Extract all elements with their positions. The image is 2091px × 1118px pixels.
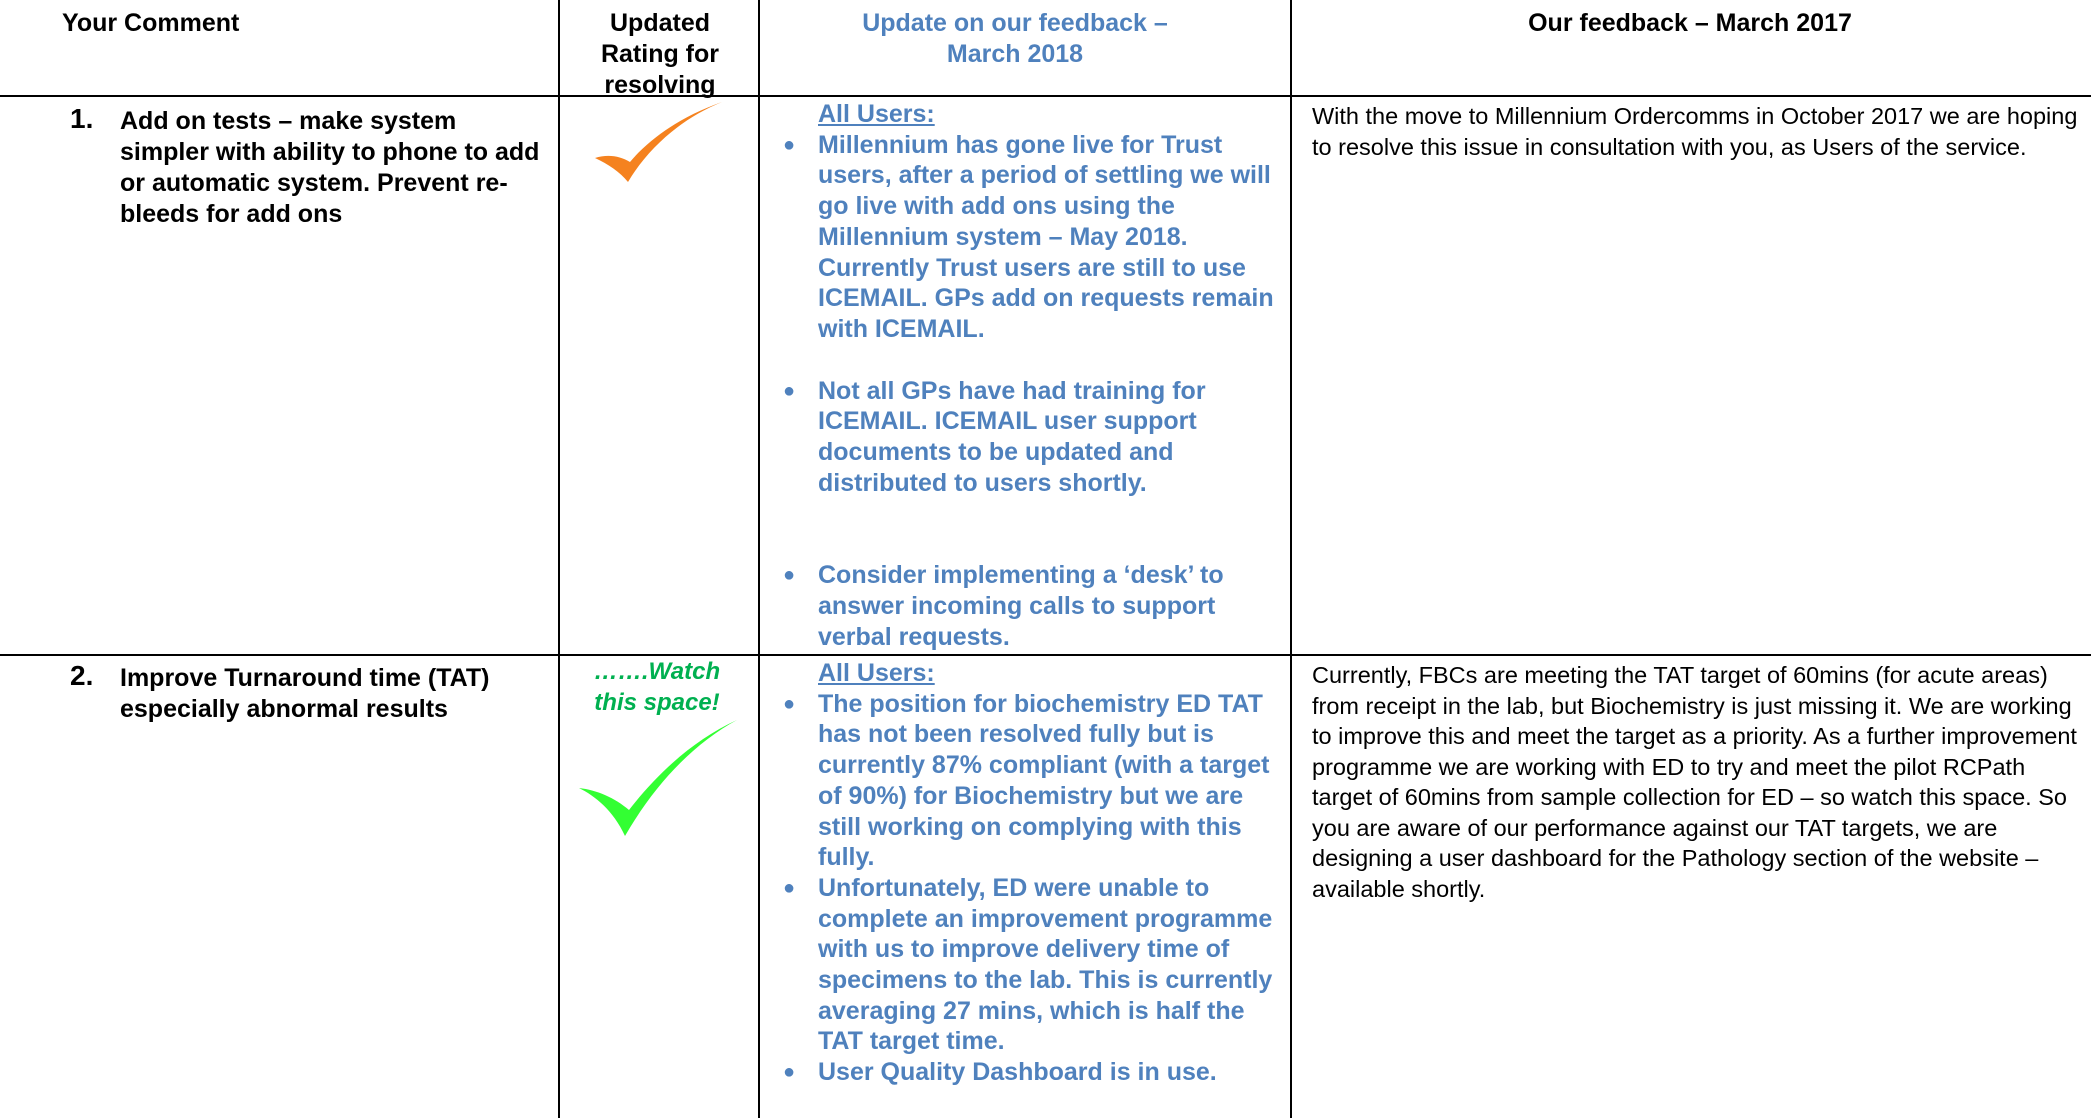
watch-this-space-label: …….Watch this space! (593, 658, 721, 716)
list-item: ● The position for biochemistry ED TAT has not been resolved fully but is currently 87% compliant (with a target of 90%) for Biochemistry but we are still working on complying with this fully. (783, 689, 1270, 872)
comment-text: Improve Turnaround time (TAT) especially abnormal results (120, 664, 490, 723)
bullet-icon: ● (783, 133, 796, 156)
update-row-1 (780, 99, 1280, 653)
comment-row-2 (70, 660, 540, 725)
list-item: ● Unfortunately, ED were unable to complete an improvement programme with us to improve delivery time of specimens to the lab. This is currently averaging 27 mins, which is half the TAT target time. (783, 873, 1273, 1056)
update-row-2 (780, 658, 1280, 1088)
bullet-icon: ● (783, 876, 796, 899)
row-number: 1. (70, 103, 94, 134)
bullet-icon: ● (783, 1061, 796, 1084)
row-number: 2. (70, 660, 94, 691)
header-update-feedback (780, 8, 1250, 70)
feedback-row-1: With the move to Millennium Ordercomms in October 2017 we are hoping to resolve this issue in consultation with you, as Users of the service. (1312, 103, 2078, 160)
header-updated-rating: Updated Rating for resolving (600, 9, 720, 99)
row-divider (0, 95, 2091, 97)
header-update-feedback-line2: March 2018 (946, 40, 1084, 68)
bullet-icon: ● (783, 564, 796, 587)
update-list (780, 130, 1280, 653)
bullet-icon: ● (783, 692, 796, 715)
update-heading: All Users: (818, 100, 935, 128)
orange-check-icon (590, 100, 725, 185)
comment-text: Add on tests – make system simpler with ability to phone to add or automatic system. Prevent re-bleeds for add ons (120, 107, 540, 228)
green-check-icon (575, 718, 740, 838)
feedback-row-2: Currently, FBCs are meeting the TAT target of 60mins (for acute areas) from receipt in the lab, but Biochemistry is just missing it. We are working to improve this and meet the target as a priority. As a further improvement programme we are working with ED to try and meet the pilot RCPath target of 60mins from sample collection for ED – so watch this space. So you are aware of our performance against our TAT targets, we are designing a user dashboard for the Pathology section of the website – available shortly. (1312, 662, 2077, 902)
bullet-icon: ● (783, 379, 796, 402)
row-divider (0, 654, 2091, 656)
column-divider (1290, 0, 1292, 1118)
list-item: ● Consider implementing a ‘desk’ to answer incoming calls to support verbal requests. (783, 561, 1224, 651)
column-divider (758, 0, 760, 1118)
column-divider (558, 0, 560, 1118)
header-update-feedback-line1: Update on our feedback – (862, 9, 1168, 37)
header-your-comment: Your Comment (62, 9, 240, 37)
comment-row-1 (70, 103, 540, 230)
update-list (780, 689, 1280, 1088)
update-heading: All Users: (818, 659, 935, 687)
list-item: ● User Quality Dashboard is in use. (783, 1058, 1217, 1087)
list-item: ● Millennium has gone live for Trust users, after a period of settling we will go live with add ons using the Millennium system – May 2018. Currently Trust users are still to use ICEMAIL. GPs add on requests remain with ICEMAIL. (783, 130, 1274, 343)
list-item: ● Not all GPs have had training for ICEMAIL. ICEMAIL user support documents to be updated and distributed to users shortly. (783, 376, 1206, 497)
header-our-feedback: Our feedback – March 2017 (1528, 9, 1852, 37)
